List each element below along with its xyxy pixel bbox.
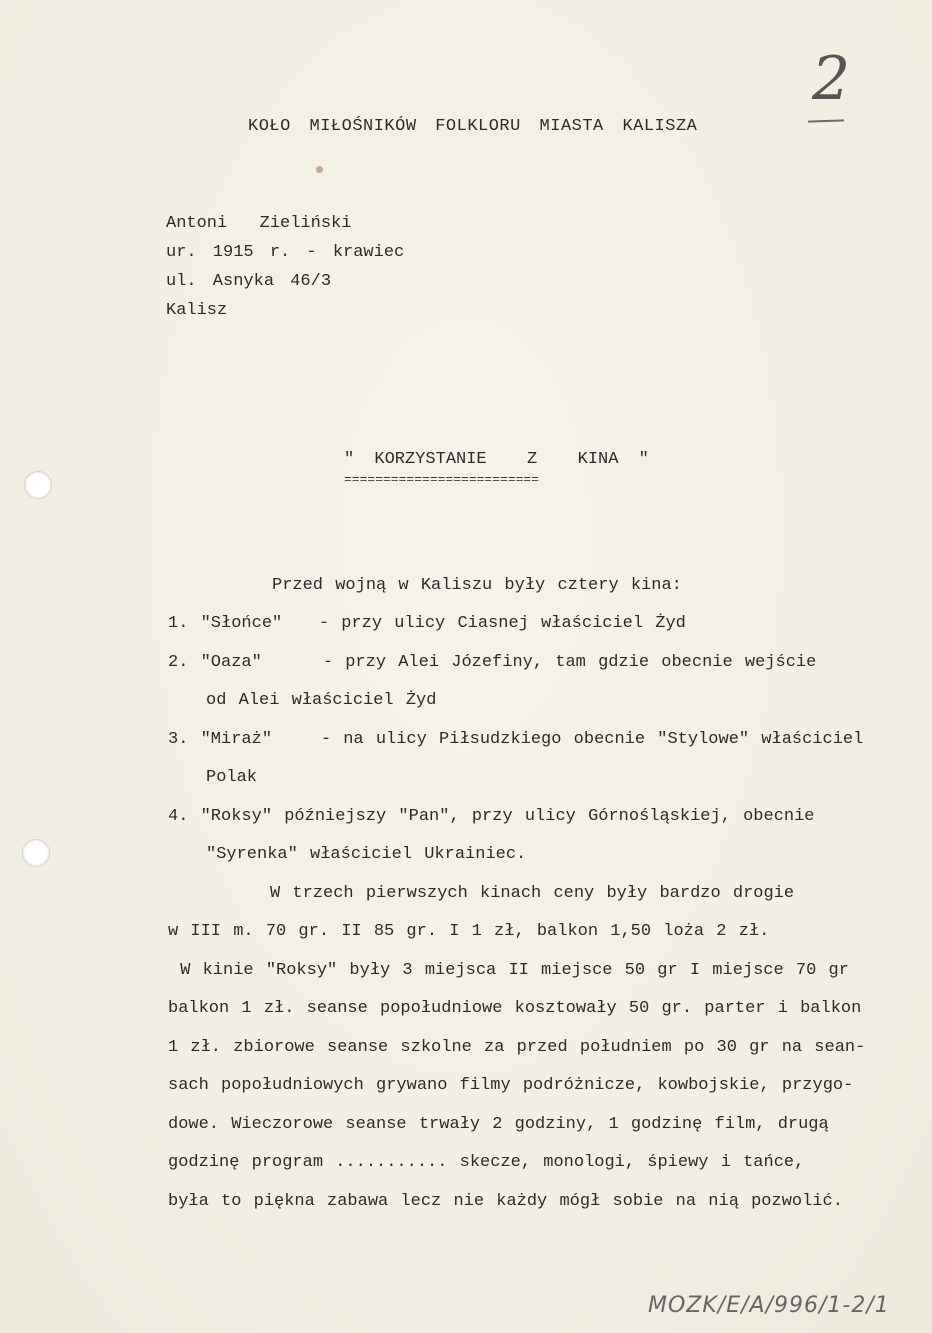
author-address: ul. Asnyka 46/3 (166, 272, 332, 291)
cinema-item-3: 3. "Miraż" - na ulicy Piłsudzkiego obecnie "Stylowe" właściciel (168, 729, 864, 749)
author-block (166, 209, 404, 325)
paragraph-line: dowe. Wieczorowe seanse trwały 2 godziny, 1 godzinę film, drugą (168, 1114, 829, 1134)
punch-hole-bottom (22, 839, 50, 867)
document-title: " KORZYSTANIE Z KINA " (344, 450, 649, 469)
paragraph-line: była to piękna zabawa lecz nie każdy mógł sobie na nią pozwolić. (168, 1191, 843, 1211)
cinema-item-2: 2. "Oaza" - przy Alei Józefiny, tam gdzie obecnie wejście (168, 652, 817, 672)
title-underline: ========================= (344, 472, 540, 487)
page-number-underline (808, 119, 844, 122)
cinema-item-4-continuation: "Syrenka" właściciel Ukrainiec. (206, 845, 527, 864)
organization-heading: KOŁO MIŁOŚNIKÓW FOLKLORU MIASTA KALISZA (248, 117, 698, 136)
author-birth-profession: ur. 1915 r. - krawiec (166, 243, 405, 262)
paragraph-line: 1 zł. zbiorowe seanse szkolne za przed południem po 30 gr na sean- (168, 1037, 866, 1057)
cinema-item-1: 1. "Słońce" - przy ulicy Ciasnej właściciel Żyd (168, 614, 686, 633)
paragraph-line: W kinie "Roksy" były 3 miejsca II miejsce 50 gr I miejsce 70 gr (168, 960, 849, 980)
archive-reference: MOZK/E/A/996/1-2/1 (648, 1293, 890, 1318)
paragraph-line: balkon 1 zł. seanse popołudniowe kosztowały 50 gr. parter i balkon (168, 999, 862, 1018)
cinema-item-4: 4. "Roksy" późniejszy "Pan", przy ulicy Górnośląskiej, obecnie (168, 806, 815, 826)
paragraph-line: godzinę program ........... skecze, monologi, śpiewy i tańce, (168, 1153, 805, 1172)
intro-line: Przed wojną w Kaliszu były cztery kina: (272, 576, 682, 595)
ink-spot (316, 166, 323, 173)
paragraph-line: sach popołudniowych grywano filmy podróżnicze, kowbojskie, przygo- (168, 1076, 854, 1095)
author-name: Antoni Zieliński (166, 214, 352, 233)
paragraph-line: w III m. 70 gr. II 85 gr. I 1 zł, balkon 1,50 loża 2 zł. (168, 922, 770, 941)
author-city: Kalisz (166, 301, 228, 320)
handwritten-page-number: 2 (812, 44, 851, 114)
cinema-item-2-continuation: od Alei właściciel Żyd (206, 691, 437, 710)
punch-hole-top (24, 471, 52, 499)
cinema-item-3-continuation: Polak (206, 768, 258, 787)
body-text (168, 572, 932, 1226)
paragraph-line: W trzech pierwszych kinach ceny były bardzo drogie (270, 883, 795, 903)
